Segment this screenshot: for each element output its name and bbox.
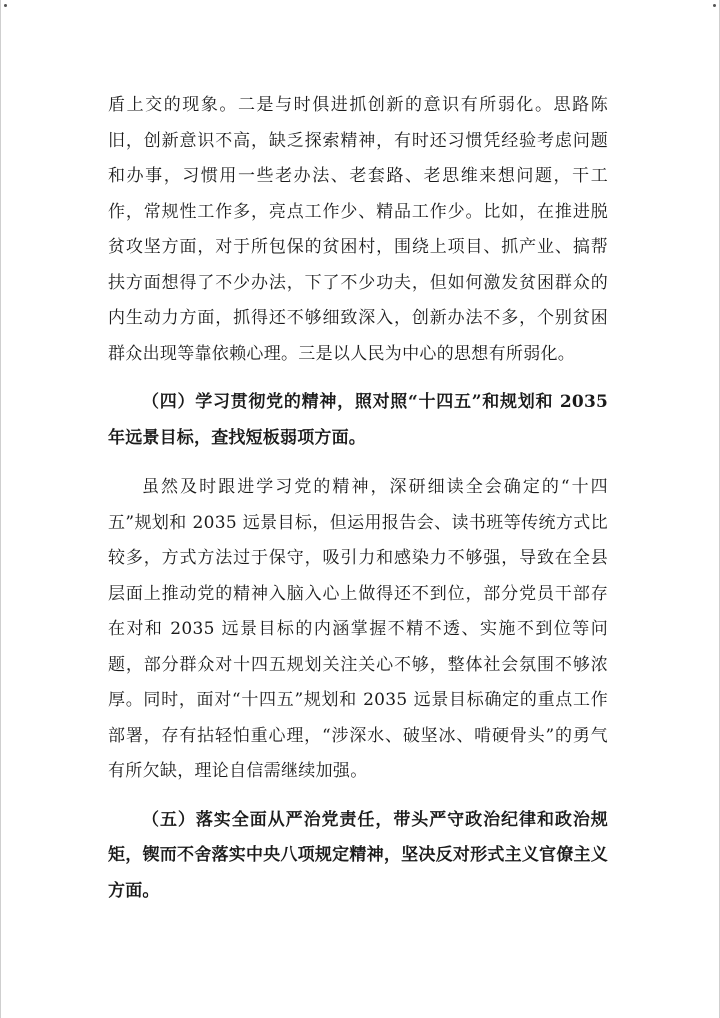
corner-mark-top-left	[4, 4, 7, 7]
section-heading-5: （五）落实全面从严治党责任，带头严守政治纪律和政治规矩，锲而不舍落实中央八项规定精神，坚决反对形式主义官僚主义方面。	[108, 809, 608, 901]
body-paragraph-section-4: 虽然及时跟进学习党的精神，深研细读全会确定的“十四五”规划和 2035 远景目标，但运用报告会、读书班等传统方式比较多，方式方法过于保守，吸引力和感染力不够强，导致在全县层面上推动党的精神入脑入心上做得还不到位，部分党员干部存在对和 2035 远景目标的内涵掌握不精不透、实施不到位等问题，部分群众对十四五规划关注关心不够，整体社会氛围不够浓厚。同时，面对“十四五”规划和 2035 远景目标确定的重点工作部署，存有拈轻怕重心理，“涉深水、破坚冰、啃硬骨头”的勇气有所欠缺，理论自信需继续加强。	[108, 477, 608, 781]
section-heading-4: （四）学习贯彻党的精神，照对照“十四五”和规划和 2035 年远景目标，查找短板弱项方面。	[108, 392, 608, 448]
document-body	[108, 88, 608, 909]
corner-mark-top-right	[713, 4, 716, 7]
page-border-left	[0, 0, 1, 1018]
body-paragraph-continued: 盾上交的现象。二是与时俱进抓创新的意识有所弱化。思路陈旧，创新意识不高，缺乏探索精神，有时还习惯凭经验考虑问题和办事，习惯用一些老办法、老套路、老思维来想问题，干工作，常规性工作多，亮点工作少、精品工作少。比如，在推进脱贫攻坚方面，对于所包保的贫困村，围绕上项目、抓产业、搞帮扶方面想得了不少办法，下了不少功夫，但如何激发贫困群众的内生动力方面，抓得还不够细致深入，创新办法不多，个别贫困群众出现等靠依赖心理。三是以人民为中心的思想有所弱化。	[108, 95, 608, 364]
